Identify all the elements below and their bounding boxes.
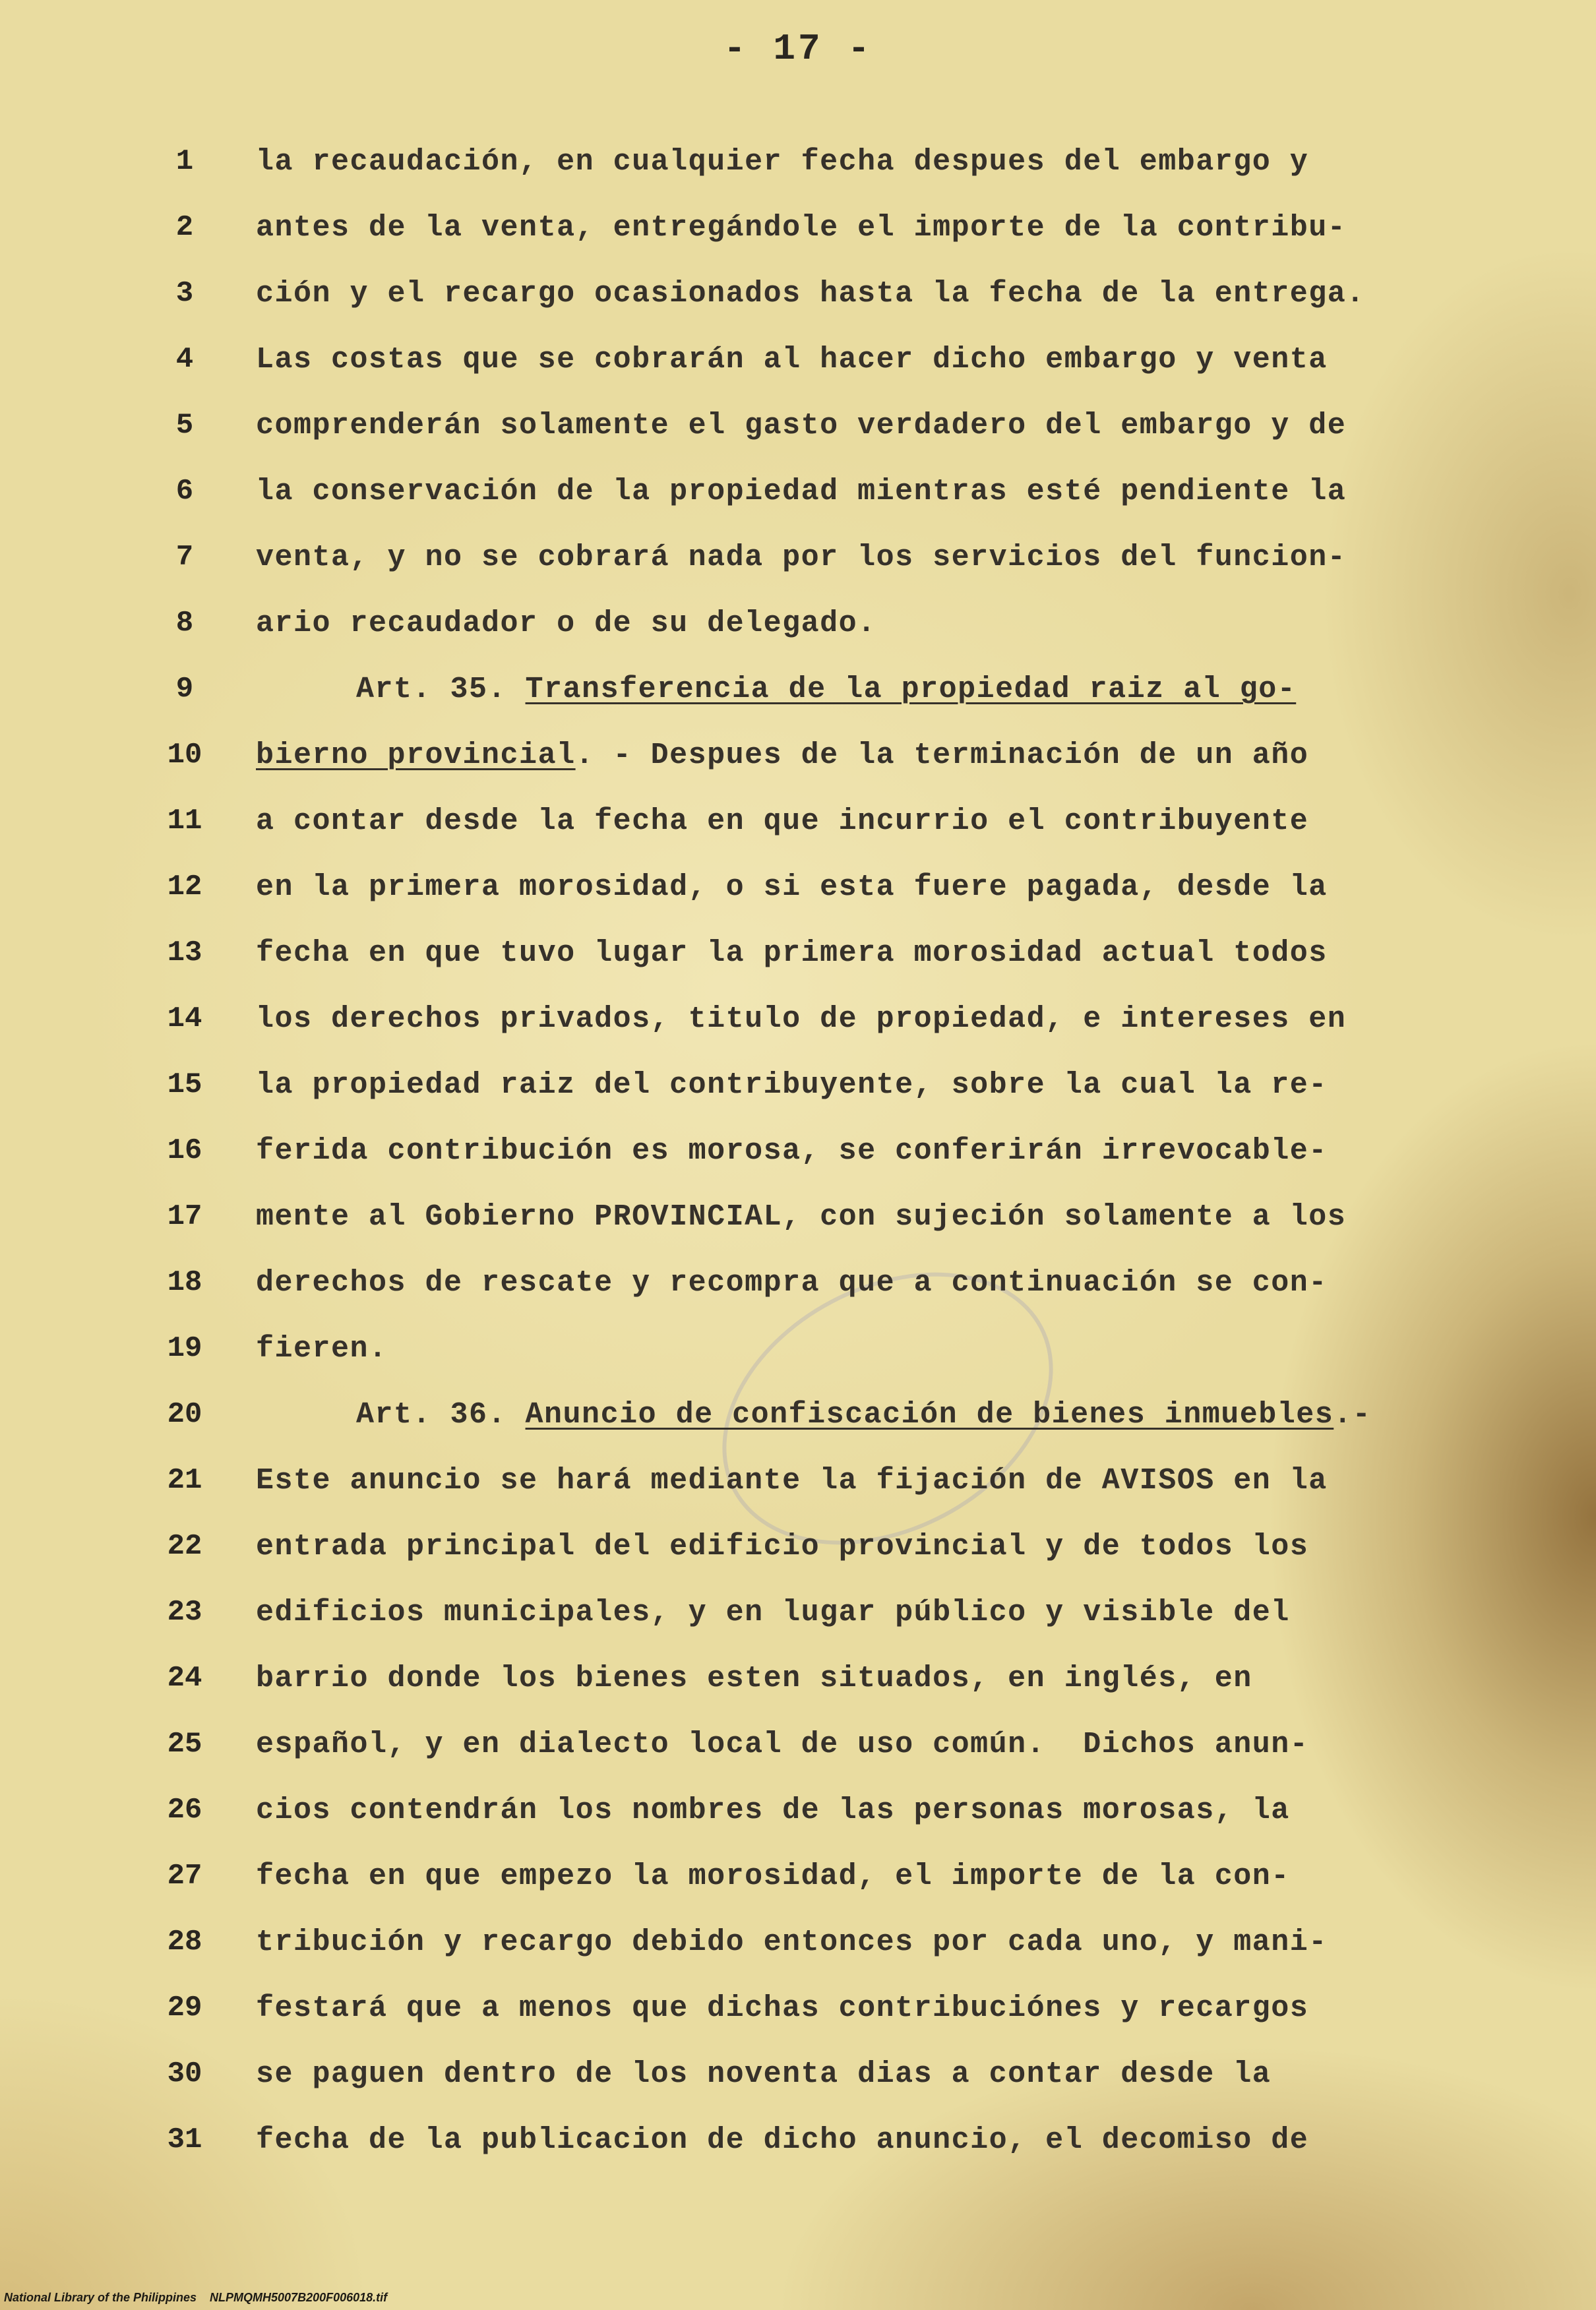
- text-line: [0, 462, 1596, 528]
- line-number: 30: [167, 2057, 202, 2090]
- line-number: 28: [167, 1926, 202, 1959]
- line-text: fecha en que tuvo lugar la primera morosidad actual todos: [256, 936, 1328, 970]
- line-text: la propiedad raiz del contribuyente, sobre la cual la re-: [256, 1068, 1328, 1102]
- line-text: español, y en dialecto local de uso común. Dichos anun-: [256, 1728, 1309, 1761]
- text-line: [0, 1912, 1596, 1978]
- line-number: 10: [167, 739, 202, 772]
- page-number: - 17 -: [723, 28, 873, 70]
- line-text: tribución y recargo debido entonces por cada uno, y mani-: [256, 1926, 1328, 1959]
- line-number: 11: [167, 805, 202, 837]
- line-text: en la primera morosidad, o si esta fuere pagada, desde la: [256, 870, 1328, 904]
- line-number: 14: [167, 1002, 202, 1035]
- line-text: cios contendrán los nombres de las personas morosas, la: [256, 1794, 1290, 1827]
- line-number: 3: [175, 277, 194, 310]
- text-line: [0, 1055, 1596, 1121]
- text-line: [0, 264, 1596, 330]
- text-line: [0, 725, 1596, 791]
- line-text: edificios municipales, y en lugar público y visible del: [256, 1596, 1290, 1629]
- line-number: 24: [167, 1662, 202, 1695]
- line-text: fecha de la publicacion de dicho anuncio, el decomiso de: [256, 2123, 1309, 2157]
- line-text: Este anuncio se hará mediante la fijación de AVISOS en la: [256, 1464, 1328, 1498]
- line-text: venta, y no se cobrará nada por los servicios del funcion-: [256, 541, 1347, 574]
- article-label: Art. 36.: [356, 1398, 526, 1432]
- article-label: Art. 35.: [356, 673, 526, 706]
- text-line: [0, 1385, 1596, 1451]
- line-text: fieren.: [256, 1332, 388, 1366]
- line-number: 12: [167, 870, 202, 903]
- line-text: derechos de rescate y recompra que a continuación se con-: [256, 1266, 1328, 1300]
- text-line: [0, 1451, 1596, 1517]
- archive-footer: National Library of the Philippines NLPMQMH5007B200F006018.tif: [4, 2291, 388, 2304]
- line-number: 9: [175, 673, 194, 706]
- text-line: [0, 132, 1596, 198]
- line-number: 15: [167, 1068, 202, 1101]
- line-number: 21: [167, 1464, 202, 1497]
- text-line: [0, 2110, 1596, 2176]
- line-number: 4: [175, 343, 194, 376]
- line-number: 29: [167, 1991, 202, 2024]
- text-line: [0, 2044, 1596, 2110]
- text-line: [0, 1517, 1596, 1583]
- line-number: 16: [167, 1134, 202, 1167]
- text-line: [0, 659, 1596, 725]
- text-line: [0, 1187, 1596, 1253]
- article-title: Anuncio de confiscación de bienes inmuebles: [525, 1398, 1334, 1432]
- line-text: ferida contribución es morosa, se conferirán irrevocable-: [256, 1134, 1328, 1168]
- line-text: a contar desde la fecha en que incurrio el contribuyente: [256, 805, 1309, 838]
- text-line: [0, 330, 1596, 396]
- line-text: se paguen dentro de los noventa dias a contar desde la: [256, 2057, 1272, 2091]
- line-number: 25: [167, 1728, 202, 1761]
- line-number: 17: [167, 1200, 202, 1233]
- text-line: [0, 593, 1596, 659]
- line-text: ción y el recargo ocasionados hasta la fecha de la entrega.: [256, 277, 1365, 311]
- line-number: 26: [167, 1794, 202, 1827]
- text-line: [0, 989, 1596, 1055]
- line-number: 19: [167, 1332, 202, 1365]
- article-title: Transferencia de la propiedad raiz al go-: [525, 673, 1297, 706]
- line-text-rest: . - Despues de la terminación de un año: [575, 739, 1309, 772]
- line-number: 5: [175, 409, 194, 442]
- line-number: 18: [167, 1266, 202, 1299]
- line-text: comprenderán solamente el gasto verdadero del embargo y de: [256, 409, 1347, 442]
- text-line: [0, 1649, 1596, 1715]
- line-text: mente al Gobierno PROVINCIAL, con sujeción solamente a los: [256, 1200, 1347, 1234]
- line-number: 20: [167, 1398, 202, 1431]
- line-text: [256, 739, 1308, 772]
- article-35-heading: [356, 673, 1296, 706]
- text-line: [0, 1583, 1596, 1649]
- article-36-heading: [356, 1398, 1371, 1432]
- line-number: 27: [167, 1860, 202, 1893]
- text-line: [0, 1319, 1596, 1385]
- line-text: fecha en que empezo la morosidad, el importe de la con-: [256, 1860, 1290, 1893]
- line-text: entrada principal del edificio provincial y de todos los: [256, 1530, 1309, 1564]
- text-line: [0, 198, 1596, 264]
- line-number: 31: [167, 2123, 202, 2156]
- line-text: antes de la venta, entregándole el importe de la contribu-: [256, 211, 1347, 245]
- text-line: [0, 1253, 1596, 1319]
- line-number: 13: [167, 936, 202, 969]
- text-line: [0, 923, 1596, 989]
- line-number: 1: [175, 145, 194, 178]
- line-text: festará que a menos que dichas contribuciónes y recargos: [256, 1991, 1309, 2025]
- line-number: 23: [167, 1596, 202, 1629]
- text-line: [0, 1121, 1596, 1187]
- line-number: 6: [175, 475, 194, 508]
- article-title: bierno provincial: [256, 739, 576, 772]
- line-text: ario recaudador o de su delegado.: [256, 607, 876, 640]
- line-text: barrio donde los bienes esten situados, en inglés, en: [256, 1662, 1252, 1695]
- line-text: la conservación de la propiedad mientras esté pendiente la: [256, 475, 1347, 508]
- line-number: 22: [167, 1530, 202, 1563]
- line-number: 8: [175, 607, 194, 640]
- text-line: [0, 1978, 1596, 2044]
- text-line: [0, 528, 1596, 593]
- line-text: los derechos privados, titulo de propiedad, e intereses en: [256, 1002, 1347, 1036]
- line-number: 7: [175, 541, 194, 574]
- line-number: 2: [175, 211, 194, 244]
- line-text: Las costas que se cobrarán al hacer dicho embargo y venta: [256, 343, 1328, 377]
- text-line: [0, 857, 1596, 923]
- text-line: [0, 1715, 1596, 1780]
- text-line: [0, 1846, 1596, 1912]
- text-line: [0, 1780, 1596, 1846]
- article-title-tail: .-: [1334, 1398, 1372, 1432]
- text-line: [0, 791, 1596, 857]
- text-line: [0, 396, 1596, 462]
- line-text: la recaudación, en cualquier fecha despues del embargo y: [256, 145, 1309, 179]
